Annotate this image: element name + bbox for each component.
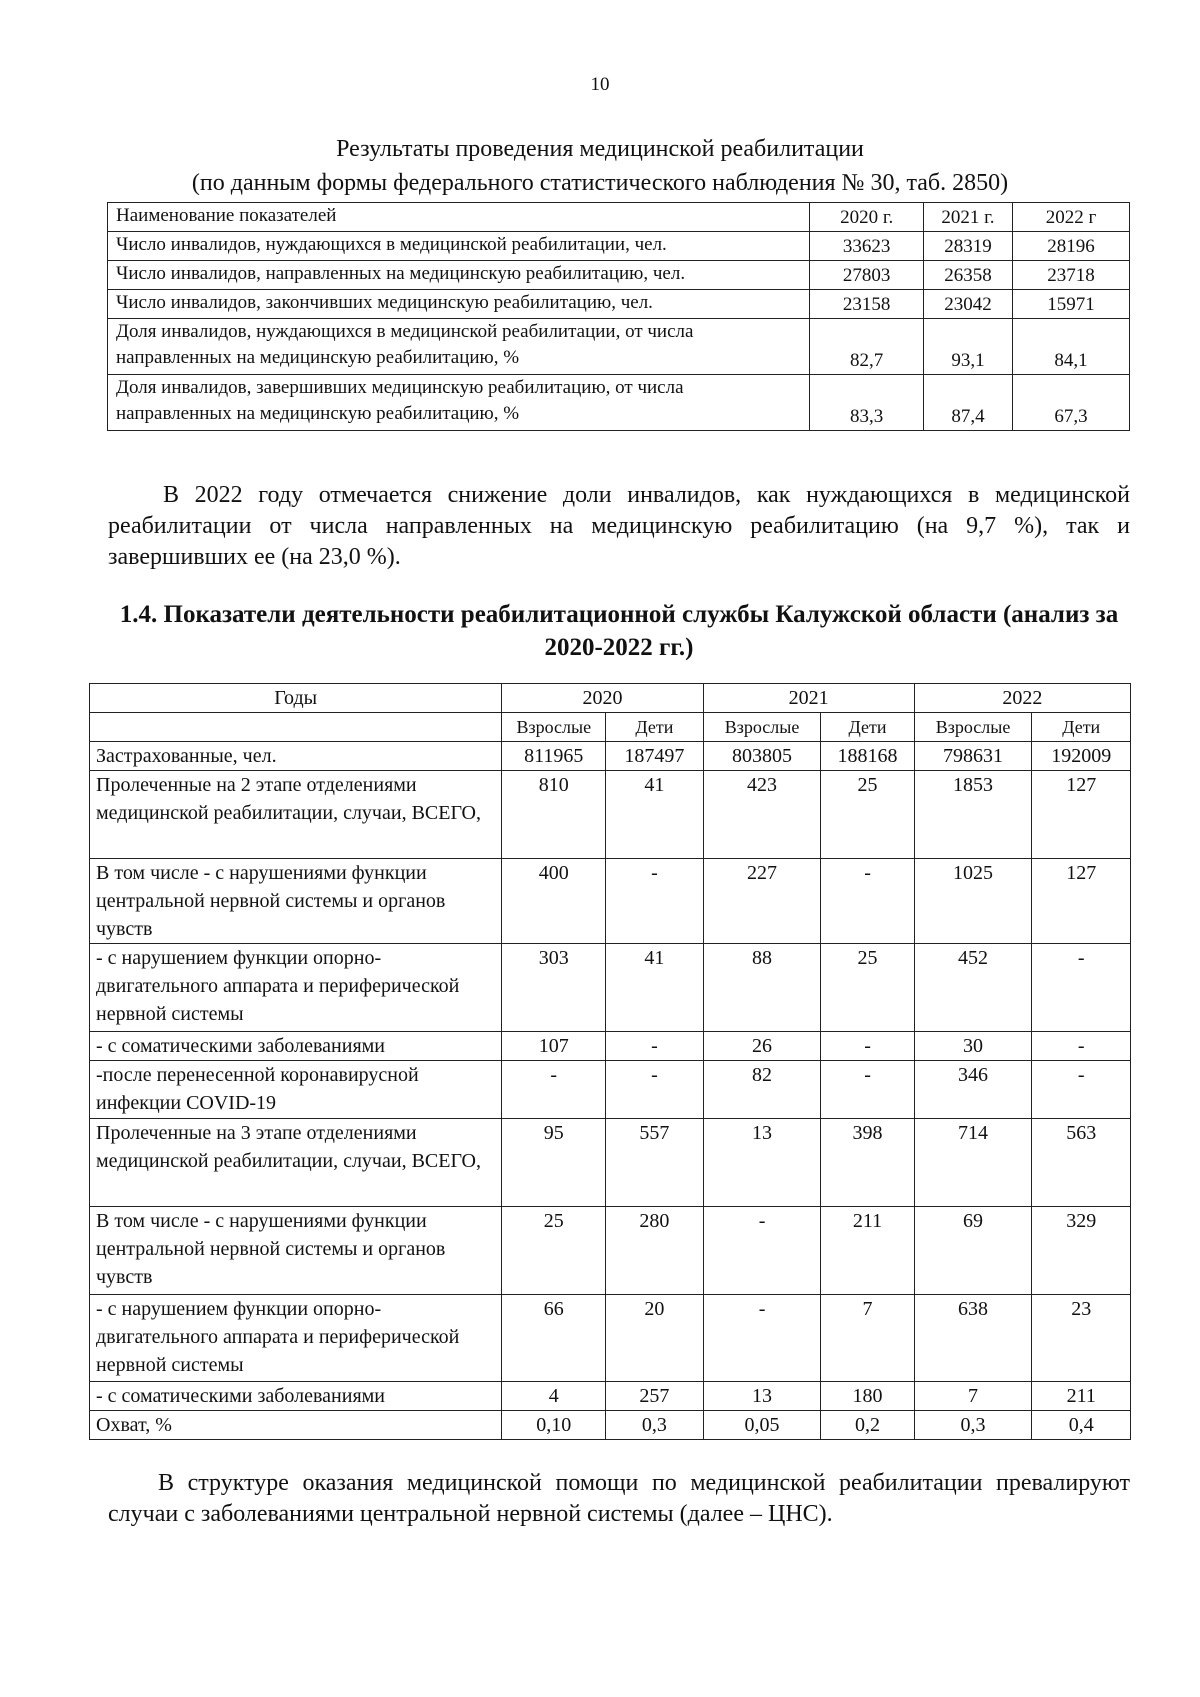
- table-cell: 93,1: [924, 319, 1013, 375]
- table-cell: 41: [606, 771, 703, 859]
- table-row: [108, 232, 1130, 261]
- empty-cell: [90, 713, 502, 742]
- table-cell: 227: [703, 859, 821, 944]
- table-cell: 0,3: [914, 1411, 1032, 1440]
- year-header: 2021: [703, 684, 914, 713]
- table-cell: 25: [821, 771, 914, 859]
- year-header: 2022: [914, 684, 1130, 713]
- table-cell: 13: [703, 1119, 821, 1207]
- table-cell: 28319: [924, 232, 1013, 261]
- table1-header-year: 2021 г.: [924, 203, 1013, 232]
- table-cell: 557: [606, 1119, 703, 1207]
- table-cell: 211: [1032, 1382, 1131, 1411]
- table-cell: 188168: [821, 742, 914, 771]
- page-number: 10: [590, 74, 610, 95]
- table-cell: 810: [502, 771, 606, 859]
- table-cell: 88: [703, 944, 821, 1032]
- table1-header-year: 2020 г.: [810, 203, 924, 232]
- table-cell: 452: [914, 944, 1032, 1032]
- row-label: - с соматическими заболеваниями: [90, 1032, 502, 1061]
- table-cell: 23: [1032, 1295, 1131, 1382]
- table-cell: -: [821, 1032, 914, 1061]
- table-cell: 187497: [606, 742, 703, 771]
- table-cell: 26358: [924, 261, 1013, 290]
- table-cell: 83,3: [810, 375, 924, 431]
- row-label: Пролеченные на 3 этапе отделениями медицинской реабилитации, случаи, ВСЕГО,: [90, 1119, 502, 1207]
- table1-title: Результаты проведения медицинской реабилитации: [336, 136, 864, 162]
- table-row: [90, 771, 1131, 859]
- table-cell: -: [703, 1207, 821, 1295]
- row-label: - с соматическими заболеваниями: [90, 1382, 502, 1411]
- table-row: [108, 261, 1130, 290]
- table-row: [90, 1295, 1131, 1382]
- table-cell: 4: [502, 1382, 606, 1411]
- table-cell: 211: [821, 1207, 914, 1295]
- table-cell: 20: [606, 1295, 703, 1382]
- table-cell: 811965: [502, 742, 606, 771]
- table-cell: 127: [1032, 859, 1131, 944]
- table-cell: 0,10: [502, 1411, 606, 1440]
- table-cell: 26: [703, 1032, 821, 1061]
- table-cell: 69: [914, 1207, 1032, 1295]
- row-label: Число инвалидов, закончивших медицинскую реабилитацию, чел.: [108, 290, 810, 319]
- table-row: [90, 1119, 1131, 1207]
- table-cell: 398: [821, 1119, 914, 1207]
- table-cell: 0,05: [703, 1411, 821, 1440]
- table-row: [90, 742, 1131, 771]
- table-cell: -: [502, 1061, 606, 1119]
- table-cell: 329: [1032, 1207, 1131, 1295]
- table-cell: -: [606, 1032, 703, 1061]
- table-row: [108, 290, 1130, 319]
- table-cell: -: [1032, 1061, 1131, 1119]
- table-cell: -: [606, 1061, 703, 1119]
- table-row: [90, 1411, 1131, 1440]
- table-cell: 346: [914, 1061, 1032, 1119]
- table2-year-header-row: [90, 684, 1131, 713]
- table-cell: 180: [821, 1382, 914, 1411]
- table-cell: -: [1032, 944, 1131, 1032]
- table-cell: 280: [606, 1207, 703, 1295]
- table-cell: 303: [502, 944, 606, 1032]
- sub-header: Взрослые: [914, 713, 1032, 742]
- sub-header: Взрослые: [703, 713, 821, 742]
- table-cell: 107: [502, 1032, 606, 1061]
- table-cell: 82,7: [810, 319, 924, 375]
- row-label: Число инвалидов, нуждающихся в медицинской реабилитации, чел.: [108, 232, 810, 261]
- table-cell: 27803: [810, 261, 924, 290]
- table-cell: 638: [914, 1295, 1032, 1382]
- table-cell: 30: [914, 1032, 1032, 1061]
- table-cell: 0,2: [821, 1411, 914, 1440]
- table-cell: -: [821, 1061, 914, 1119]
- table-row: [90, 1061, 1131, 1119]
- table-cell: 67,3: [1012, 375, 1129, 431]
- table-cell: 127: [1032, 771, 1131, 859]
- paragraph-cns-prevalence: В структуре оказания медицинской помощи по медицинской реабилитации превалируют случаи с заболеваниями центральной нервной системы (далее – ЦНС).: [108, 1470, 1130, 1527]
- row-label: Доля инвалидов, нуждающихся в медицинской реабилитации, от числа направленных на медицинскую реабилитацию, %: [108, 319, 810, 375]
- table-row: [90, 1207, 1131, 1295]
- table-cell: 66: [502, 1295, 606, 1382]
- table-cell: 84,1: [1012, 319, 1129, 375]
- table-cell: 23042: [924, 290, 1013, 319]
- sub-header: Дети: [821, 713, 914, 742]
- table1-subtitle: (по данным формы федерального статистического наблюдения № 30, таб. 2850): [191, 170, 1009, 196]
- row-label: В том числе - с нарушениями функции центральной нервной системы и органов чувств: [90, 1207, 502, 1295]
- sub-header: Взрослые: [502, 713, 606, 742]
- table-cell: 192009: [1032, 742, 1131, 771]
- table-row: [90, 1382, 1131, 1411]
- table-cell: -: [703, 1295, 821, 1382]
- table-cell: 400: [502, 859, 606, 944]
- table-cell: -: [821, 859, 914, 944]
- table1-header-year: 2022 г: [1012, 203, 1129, 232]
- row-label: Число инвалидов, направленных на медицинскую реабилитацию, чел.: [108, 261, 810, 290]
- table-cell: 7: [821, 1295, 914, 1382]
- table-cell: 423: [703, 771, 821, 859]
- row-label: - с нарушением функции опорно-двигательного аппарата и периферической нервной системы: [90, 944, 502, 1032]
- table-cell: 1025: [914, 859, 1032, 944]
- row-label: В том числе - с нарушениями функции центральной нервной системы и органов чувств: [90, 859, 502, 944]
- table-cell: 1853: [914, 771, 1032, 859]
- table-cell: 23718: [1012, 261, 1129, 290]
- table2-subheader-row: [90, 713, 1131, 742]
- sub-header: Дети: [1032, 713, 1131, 742]
- row-label: Застрахованные, чел.: [90, 742, 502, 771]
- table-cell: 798631: [914, 742, 1032, 771]
- table-cell: 82: [703, 1061, 821, 1119]
- table-cell: 25: [821, 944, 914, 1032]
- table-cell: 563: [1032, 1119, 1131, 1207]
- table-row: [108, 319, 1130, 375]
- table-cell: 95: [502, 1119, 606, 1207]
- table-cell: 0,3: [606, 1411, 703, 1440]
- rehab-results-table: [107, 202, 1130, 431]
- table-cell: 25: [502, 1207, 606, 1295]
- table-cell: 803805: [703, 742, 821, 771]
- table-row: [90, 859, 1131, 944]
- table-cell: 33623: [810, 232, 924, 261]
- row-label: Охват, %: [90, 1411, 502, 1440]
- table-cell: 7: [914, 1382, 1032, 1411]
- table2-header-label: Годы: [90, 684, 502, 713]
- table1-header-row: [108, 203, 1130, 232]
- section-heading: 1.4. Показатели деятельности реабилитационной службы Калужской области (анализ за 2020-2022 гг.): [119, 601, 1119, 661]
- table-cell: -: [1032, 1032, 1131, 1061]
- rehab-service-table: [89, 683, 1131, 1440]
- row-label: Пролеченные на 2 этапе отделениями медицинской реабилитации, случаи, ВСЕГО,: [90, 771, 502, 859]
- row-label: -после перенесенной коронавирусной инфекции COVID-19: [90, 1061, 502, 1119]
- table-row: [108, 375, 1130, 431]
- table-cell: 15971: [1012, 290, 1129, 319]
- table-cell: 23158: [810, 290, 924, 319]
- table-cell: 0,4: [1032, 1411, 1131, 1440]
- row-label: - с нарушением функции опорно-двигательного аппарата и периферической нервной системы: [90, 1295, 502, 1382]
- table-cell: 41: [606, 944, 703, 1032]
- table-cell: 714: [914, 1119, 1032, 1207]
- table-cell: -: [606, 859, 703, 944]
- table1-header-name: Наименование показателей: [108, 203, 810, 232]
- sub-header: Дети: [606, 713, 703, 742]
- table-cell: 87,4: [924, 375, 1013, 431]
- table-row: [90, 1032, 1131, 1061]
- table-row: [90, 944, 1131, 1032]
- table-cell: 28196: [1012, 232, 1129, 261]
- table-cell: 257: [606, 1382, 703, 1411]
- row-label: Доля инвалидов, завершивших медицинскую реабилитацию, от числа направленных на медицинскую реабилитацию, %: [108, 375, 810, 431]
- paragraph-disabled-share: В 2022 году отмечается снижение доли инвалидов, как нуждающихся в медицинской реабилитации от числа направленных на медицинскую реабилитацию (на 9,7 %), так и завершивших ее (на 23,0 %).: [108, 482, 1130, 570]
- year-header: 2020: [502, 684, 703, 713]
- table-cell: 13: [703, 1382, 821, 1411]
